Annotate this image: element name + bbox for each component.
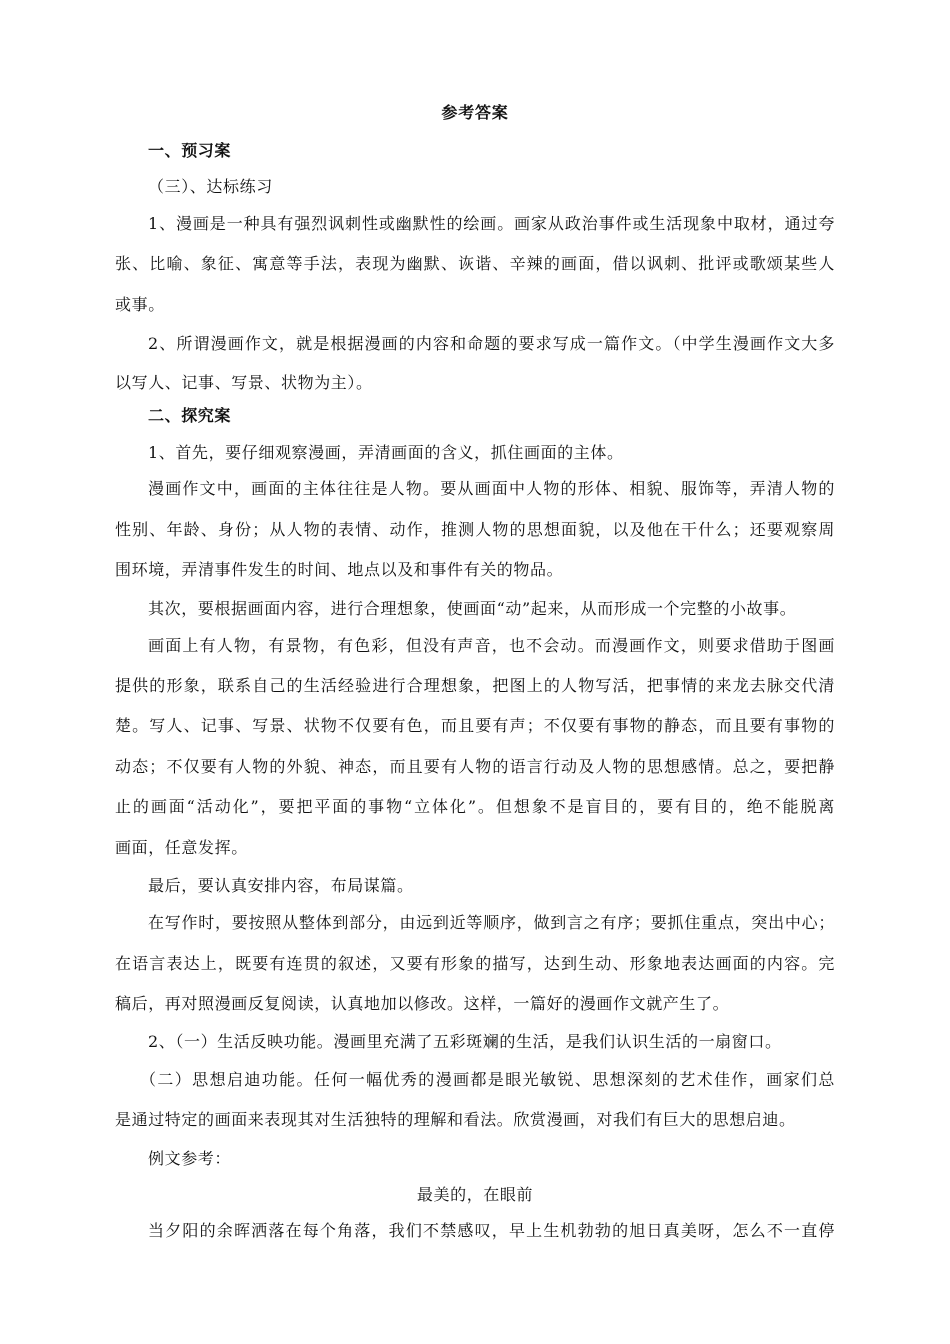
paragraph-line: 最后，要认真安排内容，布局谋篇。 <box>148 876 414 895</box>
paragraph-line: 画面上有人物，有景物，有色彩，但没有声音，也不会动。而漫画作文，则要求借助于图画 <box>148 636 835 655</box>
paragraph-line: 围环境，弄清事件发生的时间、地点以及和事件有关的物品。 <box>115 560 564 579</box>
paragraph-line: 张、比喻、象征、寓意等手法，表现为幽默、诙谐、辛辣的画面，借以讽刺、批评或歌颂某些人 <box>115 254 835 273</box>
paragraph-line: 在写作时，要按照从整体到部分，由远到近等顺序，做到言之有序；要抓住重点，突出中心； <box>148 913 835 932</box>
paragraph-line: 1、漫画是一种具有强烈讽刺性或幽默性的绘画。画家从政治事件或生活现象中取材，通过夸 <box>148 214 835 233</box>
paragraph-line: 当夕阳的余晖洒落在每个角落，我们不禁感叹，早上生机勃勃的旭日真美呀，怎么不一直停 <box>148 1221 835 1240</box>
paragraph-line: 止的画面“活动化”，要把平面的事物“立体化”。但想象不是盲目的，要有目的，绝不能脱离 <box>115 797 835 816</box>
paragraph-line: 提供的形象，联系自己的生活经验进行合理想象，把图上的人物写活，把事情的来龙去脉交代清 <box>115 676 835 695</box>
paragraph-line: 楚。写人、记事、写景、状物不仅要有色，而且要有声；不仅要有事物的静态，而且要有事物的 <box>115 716 835 735</box>
paragraph-line: 画面，任意发挥。 <box>115 838 248 857</box>
paragraph-line: 是通过特定的画面来表现其对生活独特的理解和看法。欣赏漫画，对我们有巨大的思想启迪。 <box>115 1110 796 1129</box>
section-heading-explore: 二、探究案 <box>148 406 232 425</box>
paragraph-line: 2、（一）生活反映功能。漫画里充满了五彩斑斓的生活，是我们认识生活的一扇窗口。 <box>148 1032 782 1051</box>
paragraph-line: 例文参考： <box>148 1149 232 1168</box>
page-title: 参考答案 <box>441 103 509 122</box>
paragraph-line: 或事。 <box>115 295 165 314</box>
paragraph-line: 以写人、记事、写景、状物为主）。 <box>115 373 373 392</box>
paragraph-line: 稿后，再对照漫画反复阅读，认真地加以修改。这样，一篇好的漫画作文就产生了。 <box>115 994 730 1013</box>
paragraph-line: 动态；不仅要有人物的外貌、神态，而且要有人物的语言行动及人物的思想感情。总之，要把静 <box>115 757 835 776</box>
paragraph-line: 漫画作文中，画面的主体往往是人物。要从画面中人物的形体、相貌、服饰等，弄清人物的 <box>148 479 835 498</box>
paragraph-line: 性别、年龄、身份；从人物的表情、动作，推测人物的思想面貌，以及他在干什么；还要观察周 <box>115 520 835 539</box>
section-heading-preview: 一、预习案 <box>148 141 232 160</box>
subheading-exercises: （三）、达标练习 <box>148 177 273 196</box>
paragraph-line: 在语言表达上，既要有连贯的叙述，又要有形象的描写，达到生动、形象地表达画面的内容。完 <box>115 954 835 973</box>
paragraph-line: 其次，要根据画面内容，进行合理想象，使画面“动”起来，从而形成一个完整的小故事。 <box>148 599 797 618</box>
paragraph-line: （二）思想启迪功能。任何一幅优秀的漫画都是眼光敏锐、思想深刻的艺术佳作，画家们总 <box>140 1070 835 1089</box>
essay-title: 最美的，在眼前 <box>416 1185 534 1204</box>
paragraph-line: 1、首先，要仔细观察漫画，弄清画面的含义，抓住画面的主体。 <box>148 443 624 462</box>
paragraph-line: 2、所谓漫画作文，就是根据漫画的内容和命题的要求写成一篇作文。（中学生漫画作文大多 <box>148 334 835 353</box>
